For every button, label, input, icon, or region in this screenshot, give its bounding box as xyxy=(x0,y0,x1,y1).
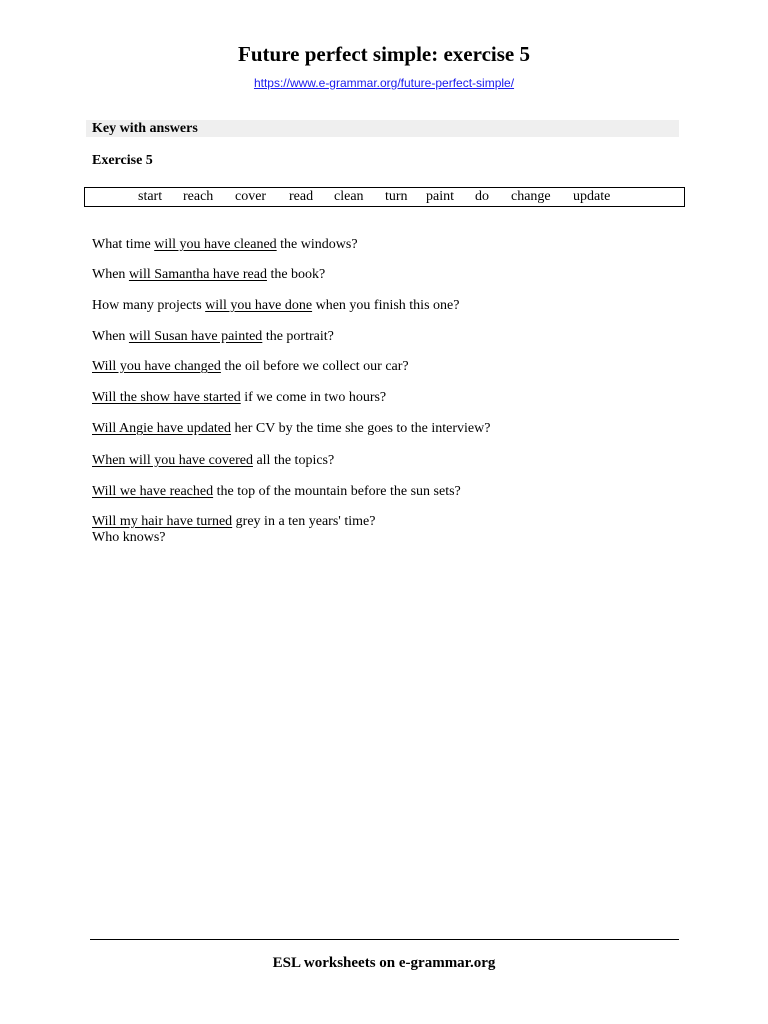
word-bank-item: start xyxy=(138,189,163,204)
word-bank-item: update xyxy=(573,189,611,204)
source-link[interactable]: https://www.e-grammar.org/future-perfect-simple/ xyxy=(253,76,515,90)
sentence-suffix: the windows? xyxy=(276,237,358,252)
sentence xyxy=(92,236,358,253)
answer: will you have done xyxy=(205,298,313,313)
sentence-prefix: When xyxy=(92,267,129,282)
sentence-suffix: grey in a ten years' time? xyxy=(232,514,376,529)
answer: When will you have covered xyxy=(92,453,253,468)
extra-line: Who knows? xyxy=(92,530,166,545)
footer-text: ESL worksheets on e-grammar.org xyxy=(272,955,496,971)
sentence-suffix: the book? xyxy=(266,267,326,282)
answer: will Susan have painted xyxy=(128,329,263,344)
sentence xyxy=(92,420,490,437)
document-title: Future perfect simple: exercise 5 xyxy=(238,42,530,66)
answer: Will Angie have updated xyxy=(92,421,232,436)
footer-divider xyxy=(90,939,679,940)
sentence xyxy=(92,328,334,345)
answer: will you have cleaned xyxy=(154,237,277,252)
answer: Will we have reached xyxy=(92,484,214,499)
word-bank-item: change xyxy=(511,189,551,204)
answer: will Samantha have read xyxy=(128,267,267,282)
sentence xyxy=(92,483,461,500)
sentence xyxy=(92,389,386,406)
key-heading-bar xyxy=(86,120,679,137)
sentence-suffix: the top of the mountain before the sun sets? xyxy=(213,484,461,499)
sentence-suffix: when you finish this one? xyxy=(312,298,460,313)
word-bank-item: clean xyxy=(334,189,364,204)
sentence xyxy=(92,266,325,283)
sentence-prefix: What time xyxy=(92,237,155,252)
word-bank-item: turn xyxy=(385,189,408,204)
word-bank xyxy=(84,187,685,207)
sentence-prefix: When xyxy=(92,329,129,344)
sentence xyxy=(92,297,459,314)
sentence-prefix: How many projects xyxy=(92,298,206,313)
word-bank-item: read xyxy=(289,189,314,204)
sentence-suffix: all the topics? xyxy=(252,453,335,468)
sentence-suffix: her CV by the time she goes to the interview? xyxy=(231,421,491,436)
answer: Will the show have started xyxy=(92,390,241,405)
sentence xyxy=(92,513,375,530)
sentence-suffix: if we come in two hours? xyxy=(240,390,387,405)
sentence-suffix: the oil before we collect our car? xyxy=(220,359,409,374)
word-bank-item: reach xyxy=(183,189,214,204)
sentence xyxy=(92,452,334,469)
key-heading: Key with answers xyxy=(92,121,198,136)
word-bank-item: do xyxy=(475,189,489,204)
exercise-heading: Exercise 5 xyxy=(92,153,153,168)
word-bank-item: cover xyxy=(235,189,267,204)
source-url xyxy=(0,76,768,90)
word-bank-item: paint xyxy=(426,189,454,204)
sentence xyxy=(92,358,409,375)
answer: Will my hair have turned xyxy=(92,514,233,529)
answer: Will you have changed xyxy=(92,359,221,374)
sentence-suffix: the portrait? xyxy=(262,329,334,344)
